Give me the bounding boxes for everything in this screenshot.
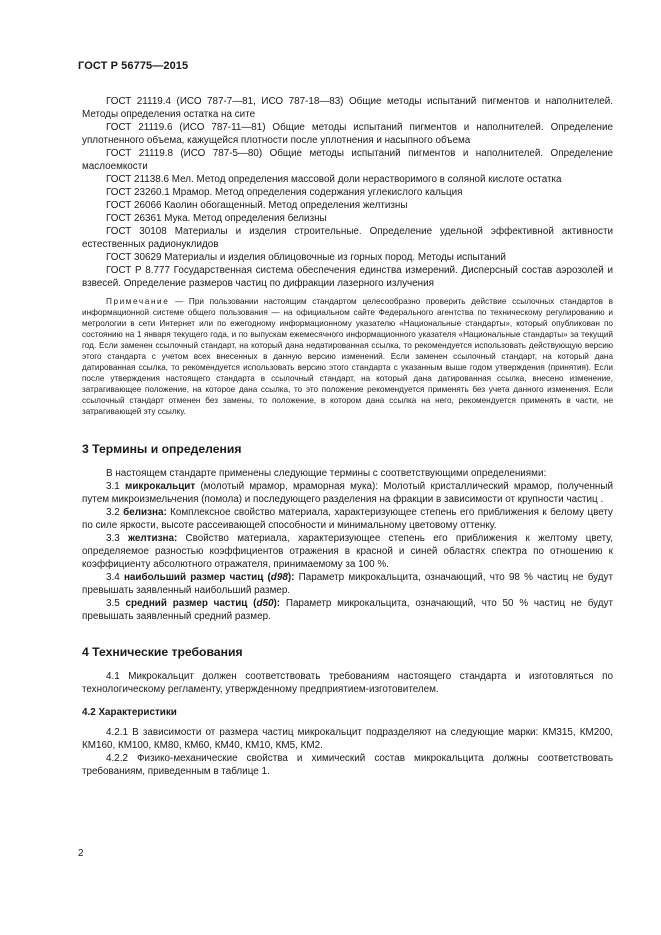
reference-item: ГОСТ 23260.1 Мрамор. Метод определения содержания углекислого кальция — [106, 187, 463, 198]
normative-references — [82, 95, 613, 290]
paragraph-4-1: 4.1 Микрокальцит должен соответствовать требованиям настоящего стандарта и изготовляться по технологическому регламенту, утвержденному предприятием-изготовителем. — [82, 671, 613, 695]
reference-item: ГОСТ 21119.6 (ИСО 787-11—81) Общие методы испытаний пигментов и наполнителей. Определение уплотненного объема, кажущейся плотности после уплотнения и насыпного объема — [82, 122, 613, 146]
term-3-2: 3.2 белизна: Комплексное свойство материала, характеризующее степень его приближения к белому цвету по силе яркости, высоте рассеивающей способности и минимальному цветовому оттенку. — [82, 507, 613, 531]
document-header: ГОСТ Р 56775—2015 — [78, 60, 189, 72]
section-3-intro: В настоящем стандарте применены следующие термины с соответствующими определениями: — [106, 468, 547, 479]
paragraph-4-2-1: 4.2.1 В зависимости от размера частиц микрокальцит подразделяют на следующие марки: КМ315, КМ200, КМ160, КМ100, КМ80, КМ60, КМ40, КМ10, КМ5, КМ2. — [82, 727, 613, 751]
section-4-heading: 4 Технические требования — [82, 645, 243, 659]
note-text: — При пользовании настоящим стандартом целесообразно проверить действие ссылочных стандартов в информационной системе общего пользования — на официальном сайте Федерального агентства по техническому регулированию и метрологии в сети Интернет или по ежегодному информационному указателю «Национальные стандарты», который опубликован по состоянию на 1 января текущего года, и по выпускам ежемесячного информационного указателя «Национальные стандарты» за текущий год. Если заменен ссылочный стандарт, на который дана недатированная ссылка, то рекомендуется использовать действующую версию этого стандарта с учетом всех внесенных в данную версию изменений. Если заменен ссылочный стандарт, на который дана датированная ссылка, то рекомендуется использовать версию этого стандарта с указанным выше годом утверждения (принятия). Если после утверждения настоящего стандарта в ссылочный стандарт, на который дана датированная ссылка, внесено изменение, затрагивающее положение, на которое дана ссылка, то это положение рекомендуется применять без учета данного изменения. Если ссылочный стандарт отменен без замены, то положение, в котором дана ссылка на него, рекомендуется применять в части, не затрагивающей эту ссылку. — [82, 297, 613, 416]
reference-item: ГОСТ 21119.8 (ИСО 787-5—80) Общие методы испытаний пигментов и наполнителей. Определение маслоемкости — [82, 148, 613, 172]
subsection-4-2-heading: 4.2 Характеристики — [82, 707, 177, 718]
reference-item: ГОСТ 21138.6 Мел. Метод определения массовой доли нерастворимого в соляной кислоте остатка — [106, 174, 562, 185]
page-content — [82, 95, 613, 778]
term-3-1: 3.1 микрокальцит (молотый мрамор, мраморная мука): Молотый кристаллический мрамор, полученный путем микроизмельчения (помола) и последующего разделения на фракции в зависимости от крупности частиц . — [82, 481, 613, 505]
term-3-3: 3.3 желтизна: Свойство материала, характеризующее степень его приближения к желтому цвету, определяемое разностью коэффициентов отражения в красной и синей областях спектра по отношению к коэффициенту абсолютного отражателя, принимаемому за 100 %. — [82, 533, 613, 570]
page-number: 2 — [78, 848, 84, 859]
term-name: желтизна: — [128, 533, 178, 544]
term-name: средний размер частиц (d50): — [125, 598, 281, 609]
term-3-4: 3.4 наибольший размер частиц (d98): Параметр микрокальцита, означающий, что 98 % частиц не будут превышать заявленный наибольший размер. — [82, 572, 613, 596]
reference-item: ГОСТ 26066 Каолин обогащенный. Метод определения желтизны — [106, 200, 408, 211]
reference-item: ГОСТ 26361 Мука. Метод определения белизны — [106, 213, 327, 224]
section-3-heading: 3 Термины и определения — [82, 442, 242, 456]
term-name: микрокальцит — [125, 481, 196, 492]
reference-item: ГОСТ Р 8.777 Государственная система обеспечения единства измерений. Дисперсный состав аэрозолей и взвесей. Определение размеров частиц по дифракции лазерного излучения — [82, 265, 613, 289]
paragraph-4-2-2: 4.2.2 Физико-механические свойства и химический состав микрокальцита должны соответствовать требованиям, приведенным в таблице 1. — [82, 753, 613, 777]
note-paragraph — [82, 296, 613, 417]
term-name: белизна: — [123, 507, 167, 518]
reference-item: ГОСТ 30108 Материалы и изделия строительные. Определение удельной эффективной активности естественных радионуклидов — [82, 226, 613, 250]
note-label: Примечание — [106, 297, 170, 306]
reference-item: ГОСТ 30629 Материалы и изделия облицовочные из горных пород. Методы испытаний — [106, 252, 506, 263]
term-name: наибольший размер частиц (d98): — [123, 572, 295, 583]
term-3-5: 3.5 средний размер частиц (d50): Параметр микрокальцита, означающий, что 50 % частиц не будут превышать заявленный средний размер. — [82, 598, 613, 622]
reference-item: ГОСТ 21119.4 (ИСО 787-7—81, ИСО 787-18—83) Общие методы испытаний пигментов и наполнителей. Методы определения остатка на сите — [82, 96, 613, 120]
